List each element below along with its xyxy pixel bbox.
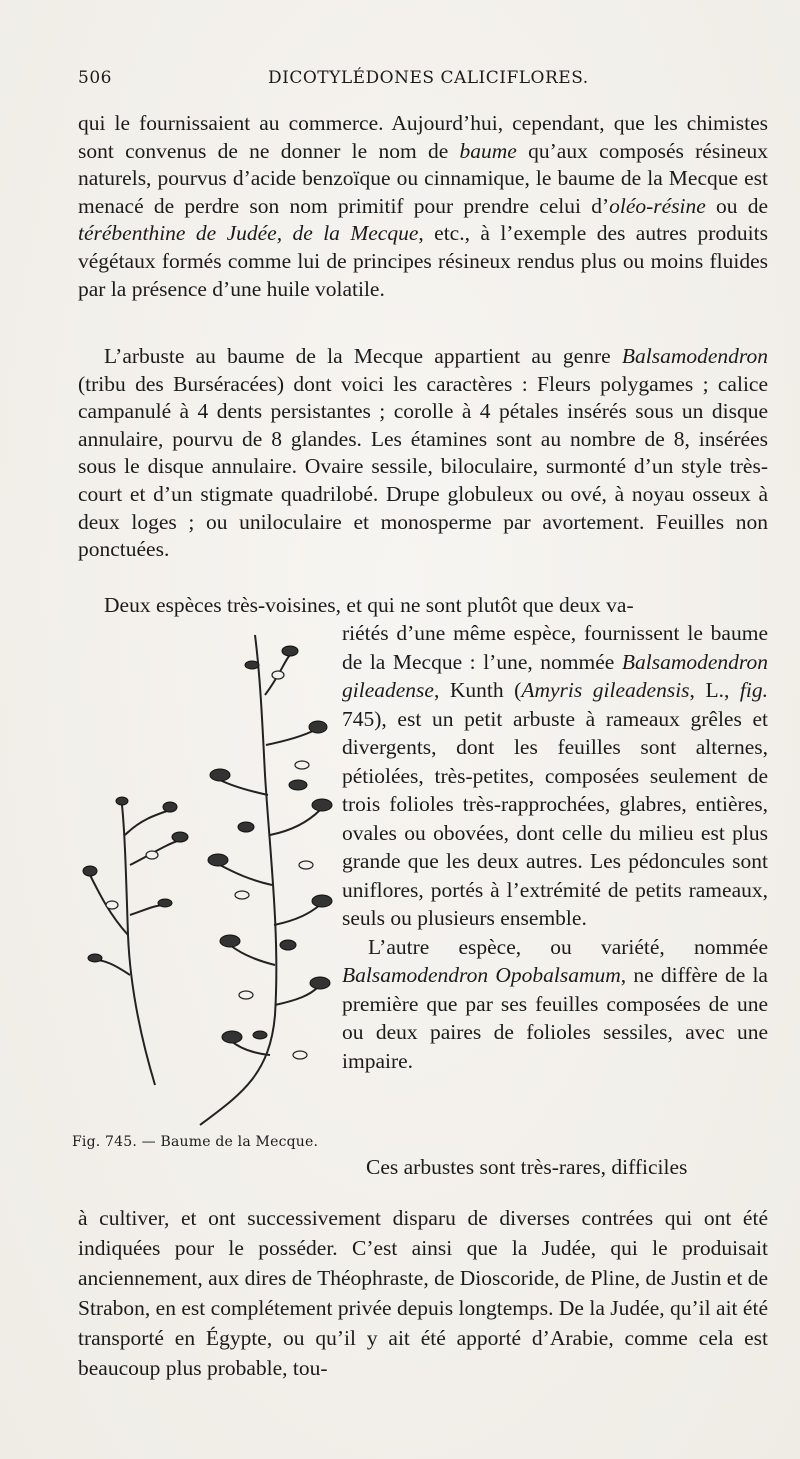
running-head: DICOTYLÉDONES CALICIFLORES. [268,68,589,88]
figure-caption: Fig. 745. — Baume de la Mecque. [72,1134,319,1150]
paragraph-3-start: Deux espèces très-voisines, et qui ne sont plutôt que deux va- [104,593,634,617]
wrapped-text-column: riétés d’une même espèce, fournissent le baume de la Mecque : l’une, nommée Balsamodendron gileadense, Kunth (Amyris gileadensis, L., fig. 745), est un petit arbuste à rameaux grêles et divergents, dont les feuilles sont alternes, pétiolées, très-petites, composées seulement de trois folioles très-rapprochées, glabres, entières, ovales ou obovées, dont celle du milieu est plus grande que les deux autres. Les pédoncules sont uniflores, portés à l’extrémité de petits rameaux, seuls ou plusieurs ensemble. L’autre espèce, ou variété, nommée Balsamodendron Opobalsamum, ne diffère de la première que par ses feuilles composées de une ou deux paires de folioles sessiles, avec une impaire. [342,621,768,1073]
paragraph-2: L’arbuste au baume de la Mecque appartient au genre Balsamodendron (tribu des Burséracées) dont voici les caractères : Fleurs polygames ; calice campanulé à 4 dents persistantes ; corolle à 4 pétales insérés sous un disque annulaire, pourvu de 8 glandes. Les étamines sont au nombre de 8, insérées sous le disque annulaire. Ovaire sessile, biloculaire, surmonté d’un style très-court et d’un stigmate quadrilobé. Drupe globuleux ou ové, à noyau osseux à deux loges ; ou uniloculaire et monosperme par avortement. Feuilles non ponctuées. [78,344,768,562]
paragraph-1: qui le fournissaient au commerce. Aujourd’hui, cependant, que les chimistes sont convenus de ne donner le nom de baume qu’aux composés résineux naturels, pourvus d’acide benzoïque ou cinnamique, le baume de la Mecque est menacé de perdre son nom primitif pour prendre celui d’oléo-résine ou de térébenthine de Judée, de la Mecque, etc., à l’exemple des autres produits végétaux formés comme lui de principes résineux rendus plus ou moins fluides par la présence d’une huile volatile. [78,111,769,301]
page-number: 506 [78,68,112,88]
page-header [78,66,768,96]
balsam-plant-illustration [70,615,340,1135]
paragraph-4: Ces arbustes sont très-rares, difficiles à cultiver, et ont successivement disparu de diverses contrées qui ont été indiquées pour le posséder. C’est ainsi que la Judée, qui le produisait anciennement, aux dires de Théophraste, de Dioscoride, de Pline, de Justin et de Strabon, en est complétement privée depuis longtemps. De la Judée, qu’il ait été transporté en Égypte, ou qu’il y ait été apporté d’Arabie, comme cela est beaucoup plus probable, tou- [78,1154,768,1380]
